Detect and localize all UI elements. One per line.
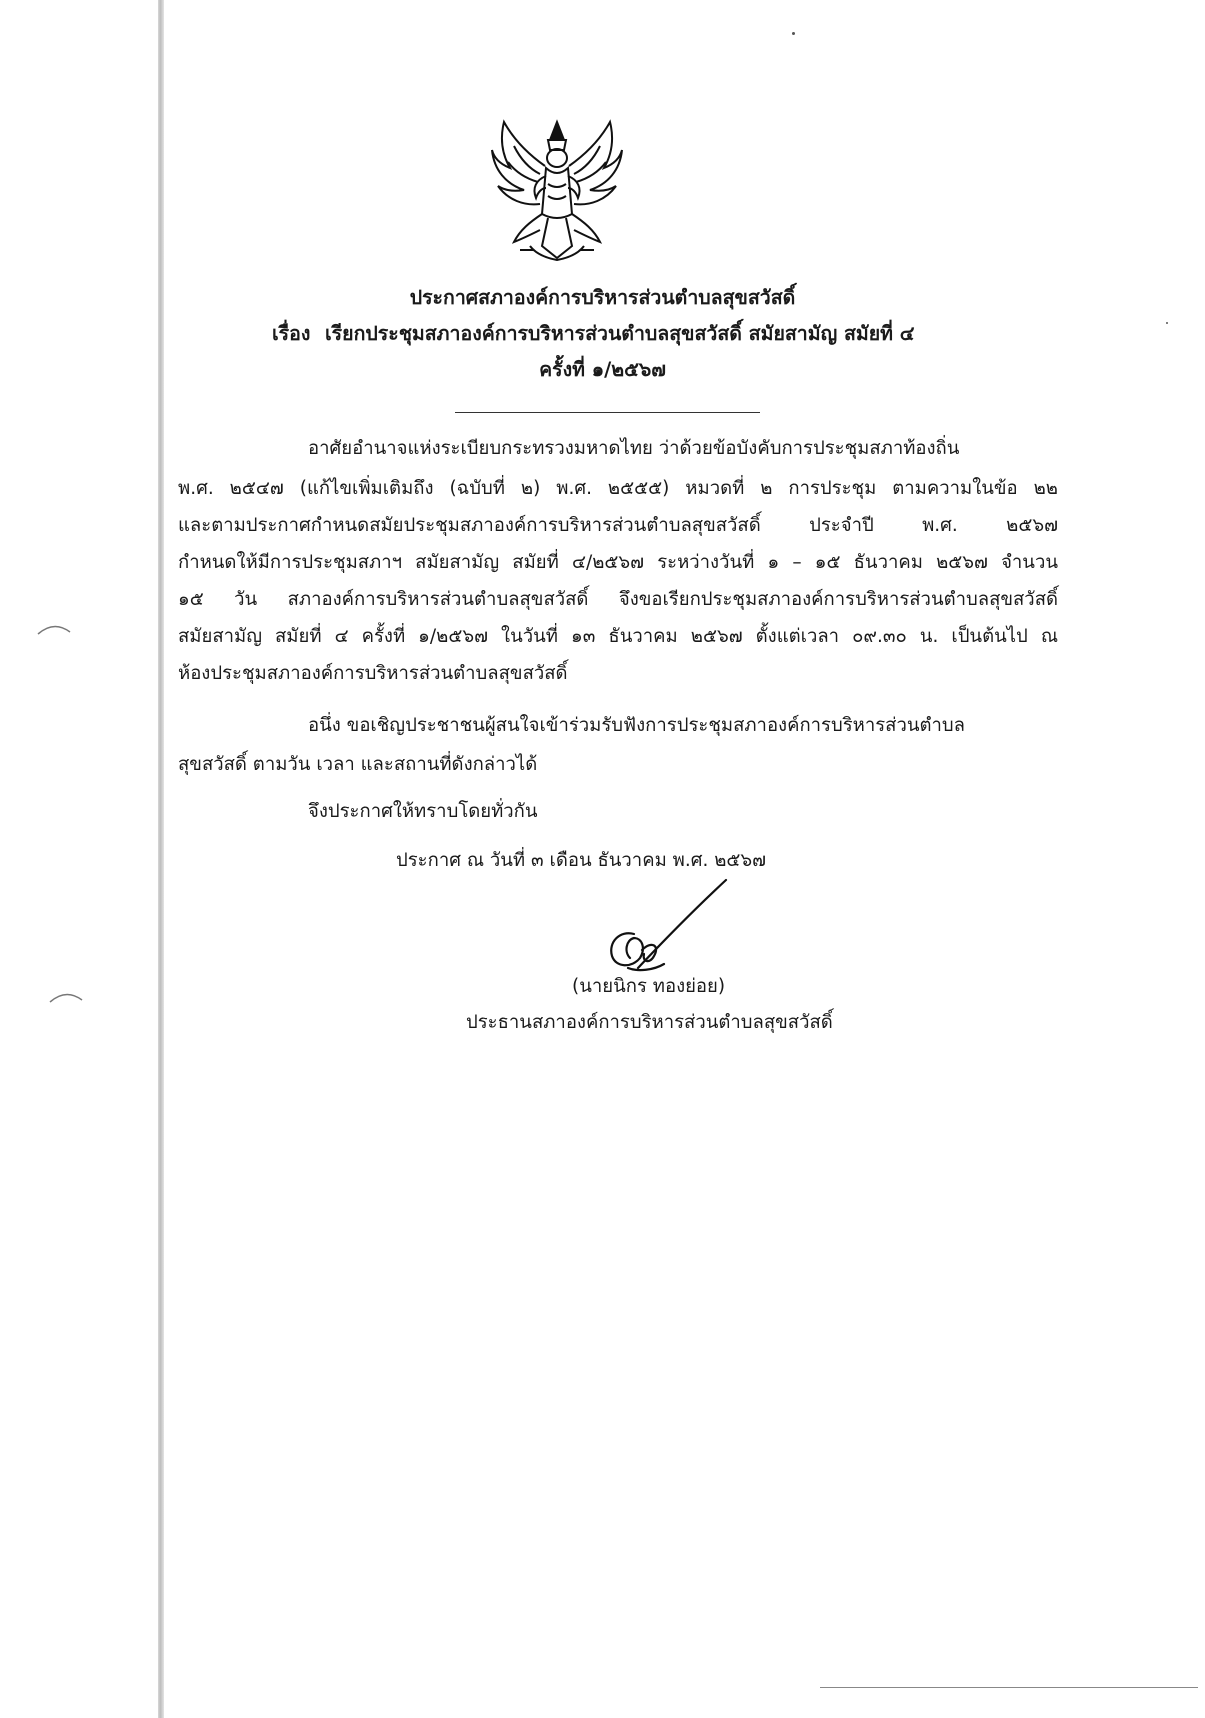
heading-divider bbox=[455, 412, 760, 413]
signatory-name: (นายนิกร ทองย่อย) bbox=[572, 976, 726, 997]
subject-line bbox=[272, 318, 915, 349]
paragraph2-line: อนึ่ง ขอเชิญประชาชนผู้สนใจเข้าร่วมรับฟังการประชุมสภาองค์การบริหารส่วนตำบล bbox=[308, 715, 965, 736]
scan-edge-line bbox=[820, 1687, 1198, 1688]
paragraph1-line: ห้องประชุมสภาองค์การบริหารส่วนตำบลสุขสวัสดิ์ bbox=[178, 663, 568, 684]
scan-speck bbox=[1166, 322, 1168, 324]
session-number: ครั้งที่ ๑/๒๕๖๗ bbox=[539, 358, 666, 381]
punch-hole-mark bbox=[48, 990, 84, 1004]
paragraph2-line: สุขสวัสดิ์ ตามวัน เวลา และสถานที่ดังกล่าวได้ bbox=[178, 754, 538, 775]
handwritten-signature bbox=[598, 876, 738, 976]
announcement-date: ประกาศ ณ วันที่ ๓ เดือน ธันวาคม พ.ศ. ๒๕๖๗ bbox=[396, 850, 767, 871]
closing-statement: จึงประกาศให้ทราบโดยทั่วกัน bbox=[308, 801, 538, 822]
paragraph1-line: และตามประกาศกำหนดสมัยประชุมสภาองค์การบริหารส่วนตำบลสุขสวัสดิ์ ประจำปี พ.ศ. ๒๕๖๗ bbox=[178, 515, 1058, 536]
binder-edge bbox=[158, 0, 164, 1718]
paragraph1-line: กำหนดให้มีการประชุมสภาฯ สมัยสามัญ สมัยที่ ๔/๒๕๖๗ ระหว่างวันที่ ๑ – ๑๕ ธันวาคม ๒๕๖๗ จำนวน bbox=[178, 552, 1058, 573]
paragraph1-line: อาศัยอำนาจแห่งระเบียบกระทรวงมหาดไทย ว่าด้วยข้อบังคับการประชุมสภาท้องถิ่น bbox=[308, 438, 960, 459]
paragraph1-line: สมัยสามัญ สมัยที่ ๔ ครั้งที่ ๑/๒๕๖๗ ในวันที่ ๑๓ ธันวาคม ๒๕๖๗ ตั้งแต่เวลา ๐๙.๓๐ น. เป็นต้นไป ณ bbox=[178, 626, 1058, 647]
punch-hole-mark bbox=[36, 622, 72, 636]
subject-text: เรียกประชุมสภาองค์การบริหารส่วนตำบลสุขสวัสดิ์ สมัยสามัญ สมัยที่ ๔ bbox=[325, 322, 915, 345]
subject-label: เรื่อง bbox=[272, 322, 311, 345]
scan-speck bbox=[792, 32, 795, 35]
paragraph1-line: ๑๕ วัน สภาองค์การบริหารส่วนตำบลสุขสวัสดิ์ จึงขอเรียกประชุมสภาองค์การบริหารส่วนตำบลสุขสวัสดิ์ bbox=[178, 589, 1058, 610]
paragraph1-line: พ.ศ. ๒๕๔๗ (แก้ไขเพิ่มเติมถึง (ฉบับที่ ๒) พ.ศ. ๒๕๕๕) หมวดที่ ๒ การประชุม ตามความในข้อ ๒๒ bbox=[178, 478, 1058, 499]
announcement-title: ประกาศสภาองค์การบริหารส่วนตำบลสุขสวัสดิ์ bbox=[409, 286, 796, 309]
garuda-emblem-icon bbox=[490, 118, 625, 263]
signatory-position: ประธานสภาองค์การบริหารส่วนตำบลสุขสวัสดิ์ bbox=[466, 1012, 833, 1033]
